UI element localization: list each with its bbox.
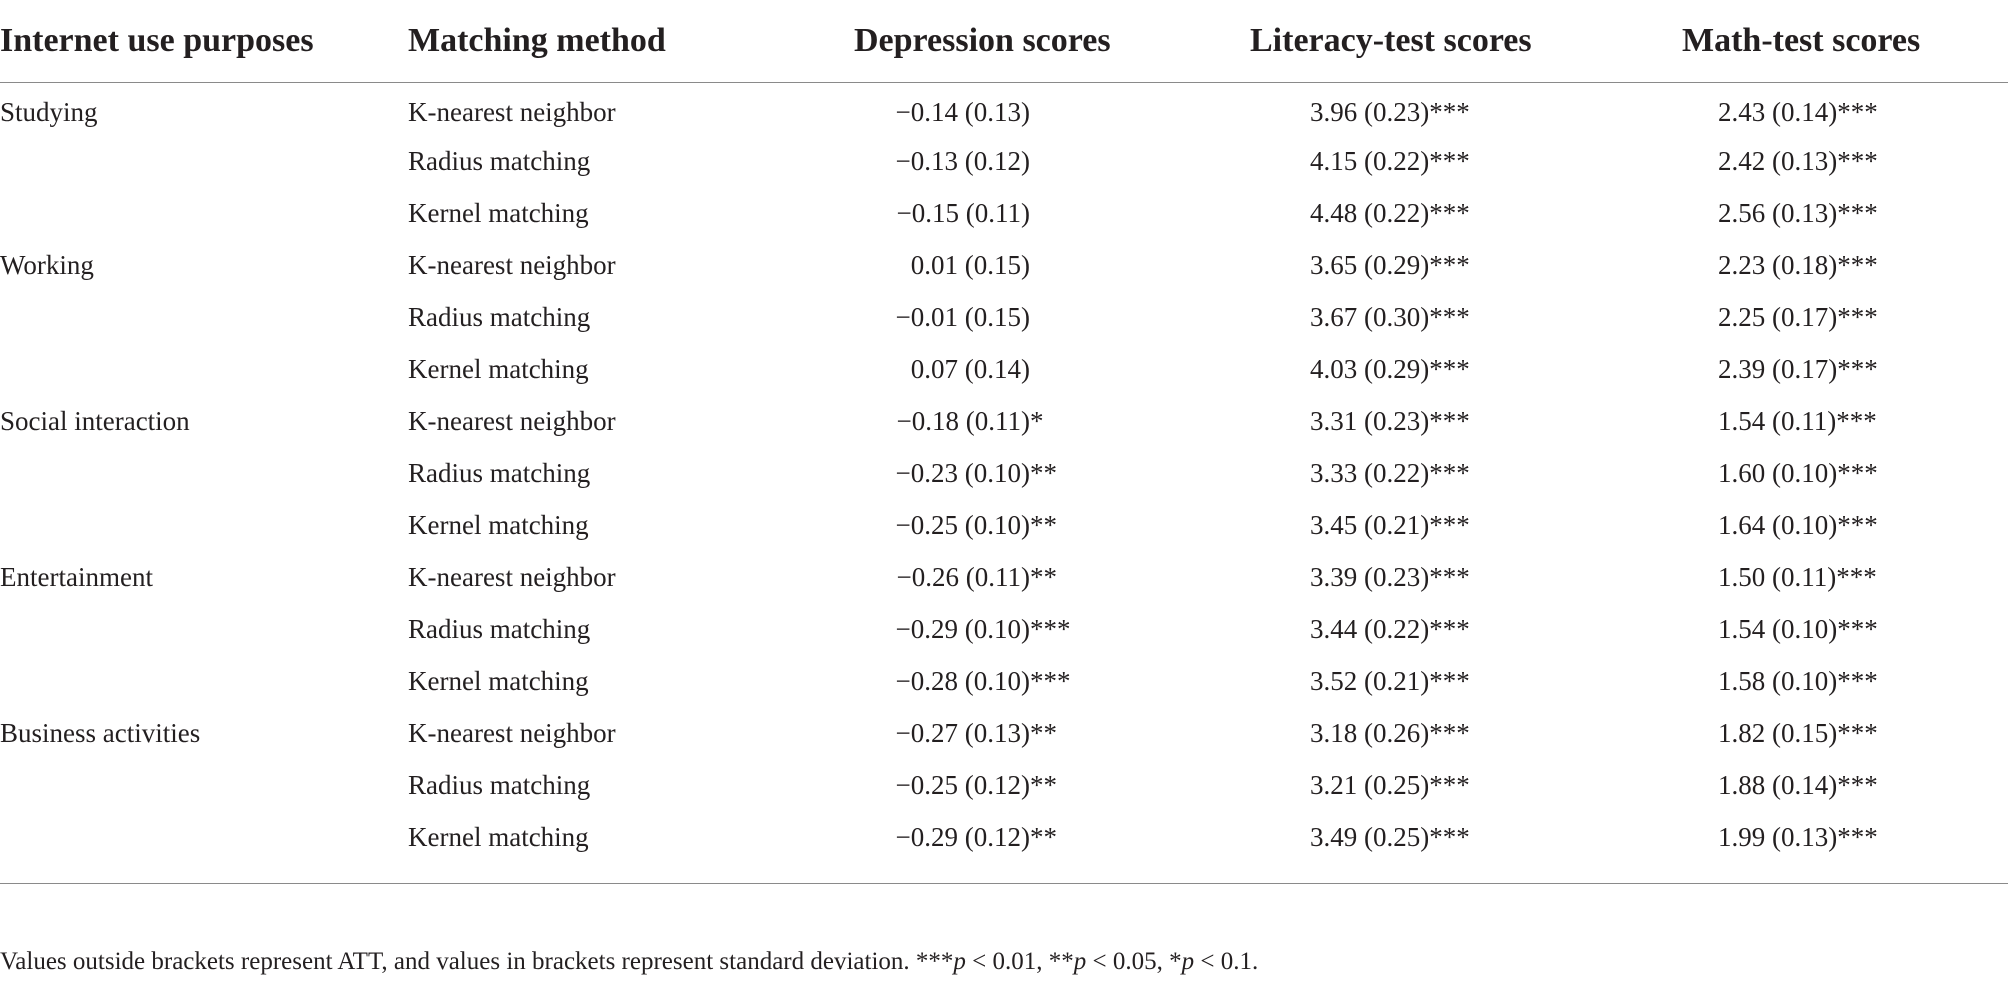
depression-significance: ** [1030,509,1057,540]
depression-significance: ** [1030,457,1057,488]
depression-significance: ** [1030,821,1057,852]
cell-depression-score [848,603,1248,655]
depression-value: −0.26 (0.11) [896,561,1030,592]
table-row [0,811,2008,884]
depression-significance: *** [1030,665,1071,696]
depression-value: −0.23 (0.10) [895,457,1030,488]
header-depression-scores: Depression scores [854,22,1111,59]
footnote-sig1-p: p [953,948,966,975]
footnote-sig3-p: p [1181,948,1195,975]
cell-literacy-score [1248,655,1668,707]
cell-math-score [1668,759,2008,811]
literacy-significance: *** [1429,145,1470,176]
table-row [0,83,2008,136]
depression-value: −0.29 (0.12) [895,821,1030,852]
cell-matching-method: K-nearest neighbor [408,405,616,436]
literacy-value: 3.21 (0.25) [1310,769,1430,800]
math-significance: *** [1837,249,1878,280]
table-row [0,603,2008,655]
cell-purpose: Entertainment [0,561,153,592]
math-value: 2.23 (0.18) [1718,249,1838,280]
cell-math-score [1668,187,2008,239]
cell-matching-method: Kernel matching [408,821,589,852]
literacy-value: 3.18 (0.26) [1310,717,1430,748]
table-header-row [0,0,2008,83]
literacy-value: 3.52 (0.21) [1310,665,1430,696]
literacy-significance: *** [1429,769,1470,800]
cell-literacy-score [1248,135,1668,187]
cell-purpose [0,187,408,239]
literacy-value: 3.39 (0.23) [1310,561,1430,592]
literacy-significance: *** [1429,301,1470,332]
header-literacy-test-scores: Literacy-test scores [1250,22,1532,59]
cell-matching-method: Radius matching [408,145,591,176]
cell-literacy-score [1248,187,1668,239]
footnote-sig2-stars: ** [1048,948,1074,975]
cell-math-score [1668,135,2008,187]
table-row [0,343,2008,395]
math-significance: *** [1837,509,1878,540]
cell-math-score [1668,343,2008,395]
cell-math-score [1668,551,2008,603]
cell-literacy-score [1248,291,1668,343]
cell-depression-score [848,239,1248,291]
depression-significance: * [1030,405,1044,436]
math-significance: *** [1837,717,1878,748]
footnote-sig3-rest: < 0.1. [1194,948,1259,975]
cell-purpose [0,135,408,187]
cell-matching-method: Radius matching [408,457,591,488]
cell-depression-score [848,447,1248,499]
math-value: 1.54 (0.11) [1718,405,1837,436]
math-value: 1.82 (0.15) [1718,717,1838,748]
header-internet-use-purposes: Internet use purposes [0,22,314,59]
depression-significance: ** [1030,717,1057,748]
table-row [0,707,2008,759]
cell-depression-score [848,343,1248,395]
table-row [0,395,2008,447]
footnote-sig3-stars: * [1169,948,1182,975]
literacy-significance: *** [1429,457,1470,488]
cell-math-score [1668,395,2008,447]
cell-matching-method: Kernel matching [408,197,589,228]
table-footnote [0,948,1258,976]
cell-depression-score [848,135,1248,187]
literacy-significance: *** [1429,405,1470,436]
cell-depression-score [848,395,1248,447]
literacy-significance: *** [1429,353,1470,384]
cell-depression-score [848,551,1248,603]
cell-math-score [1668,447,2008,499]
cell-depression-score [848,83,1248,136]
math-value: 1.50 (0.11) [1718,561,1837,592]
math-significance: *** [1837,821,1878,852]
footnote-sig1-stars: *** [915,948,954,975]
cell-matching-method: Radius matching [408,301,591,332]
cell-depression-score [848,759,1248,811]
cell-depression-score [848,707,1248,759]
literacy-value: 3.45 (0.21) [1310,509,1430,540]
literacy-significance: *** [1429,509,1470,540]
literacy-significance: *** [1429,561,1470,592]
cell-depression-score [848,291,1248,343]
table-body [0,83,2008,884]
table-row [0,759,2008,811]
header-matching-method: Matching method [408,22,666,59]
depression-value: −0.25 (0.10) [895,509,1030,540]
cell-math-score [1668,83,2008,136]
depression-value: 0.01 (0.15) [910,249,1030,280]
depression-significance: ** [1030,561,1057,592]
footnote-sig2-p: p [1073,948,1087,975]
cell-purpose [0,291,408,343]
cell-math-score [1668,603,2008,655]
cell-purpose [0,343,408,395]
math-significance: *** [1837,301,1878,332]
cell-matching-method: K-nearest neighbor [408,96,616,127]
math-significance: *** [1836,561,1877,592]
footnote-text: Values outside brackets represent ATT, and values in brackets represent standard deviation. [0,948,916,975]
cell-purpose: Studying [0,96,98,127]
math-significance: *** [1837,613,1878,644]
cell-depression-score [848,655,1248,707]
literacy-significance: *** [1429,197,1470,228]
table-row [0,447,2008,499]
math-significance: *** [1837,96,1878,127]
math-value: 2.56 (0.13) [1718,197,1838,228]
cell-purpose [0,603,408,655]
table-row [0,499,2008,551]
cell-literacy-score [1248,83,1668,136]
literacy-significance: *** [1429,665,1470,696]
literacy-significance: *** [1429,821,1470,852]
cell-matching-method: K-nearest neighbor [408,249,616,280]
depression-value: −0.18 (0.11) [896,405,1030,436]
literacy-value: 4.48 (0.22) [1310,197,1430,228]
cell-purpose [0,447,408,499]
cell-purpose [0,655,408,707]
cell-literacy-score [1248,707,1668,759]
literacy-value: 3.33 (0.22) [1310,457,1430,488]
depression-value: −0.13 (0.12) [895,145,1030,176]
depression-value: −0.29 (0.10) [895,613,1030,644]
footnote-sig2-rest: < 0.05, [1086,948,1170,975]
math-value: 1.99 (0.13) [1718,821,1838,852]
table-row [0,187,2008,239]
depression-value: −0.27 (0.13) [895,717,1030,748]
math-value: 1.60 (0.10) [1718,457,1838,488]
cell-purpose: Business activities [0,717,201,748]
cell-matching-method: K-nearest neighbor [408,717,616,748]
cell-matching-method: Kernel matching [408,353,589,384]
cell-matching-method: Radius matching [408,613,591,644]
cell-depression-score [848,499,1248,551]
cell-purpose [0,759,408,811]
literacy-value: 4.15 (0.22) [1310,145,1430,176]
literacy-value: 3.96 (0.23) [1310,96,1430,127]
math-value: 1.54 (0.10) [1718,613,1838,644]
cell-literacy-score [1248,239,1668,291]
math-value: 1.88 (0.14) [1718,769,1838,800]
literacy-value: 3.49 (0.25) [1310,821,1430,852]
cell-matching-method: Kernel matching [408,509,589,540]
cell-math-score [1668,239,2008,291]
table-row [0,655,2008,707]
depression-value: 0.07 (0.14) [910,353,1030,384]
cell-math-score [1668,655,2008,707]
cell-math-score [1668,291,2008,343]
cell-math-score [1668,811,2008,884]
cell-matching-method: Kernel matching [408,665,589,696]
cell-math-score [1668,707,2008,759]
literacy-significance: *** [1429,717,1470,748]
depression-value: −0.15 (0.11) [896,197,1030,228]
literacy-value: 4.03 (0.29) [1310,353,1430,384]
math-value: 1.64 (0.10) [1718,509,1838,540]
cell-math-score [1668,499,2008,551]
literacy-value: 3.65 (0.29) [1310,249,1430,280]
literacy-value: 3.67 (0.30) [1310,301,1430,332]
cell-literacy-score [1248,759,1668,811]
math-significance: *** [1837,145,1878,176]
depression-value: −0.25 (0.12) [895,769,1030,800]
math-value: 2.43 (0.14) [1718,96,1838,127]
cell-purpose: Social interaction [0,405,190,436]
cell-literacy-score [1248,447,1668,499]
cell-literacy-score [1248,343,1668,395]
cell-depression-score [848,811,1248,884]
literacy-significance: *** [1429,613,1470,644]
cell-literacy-score [1248,603,1668,655]
header-math-test-scores: Math-test scores [1682,22,1921,59]
depression-significance: *** [1030,613,1071,644]
table-row [0,291,2008,343]
table-row [0,135,2008,187]
math-significance: *** [1837,353,1878,384]
literacy-significance: *** [1429,96,1470,127]
math-significance: *** [1837,457,1878,488]
cell-purpose: Working [0,249,94,280]
cell-depression-score [848,187,1248,239]
cell-literacy-score [1248,499,1668,551]
cell-literacy-score [1248,811,1668,884]
literacy-value: 3.31 (0.23) [1310,405,1430,436]
cell-purpose [0,811,408,884]
depression-value: −0.14 (0.13) [895,96,1030,127]
cell-matching-method: Radius matching [408,769,591,800]
depression-significance: ** [1030,769,1057,800]
math-significance: *** [1837,769,1878,800]
math-significance: *** [1837,665,1878,696]
cell-literacy-score [1248,395,1668,447]
table-row [0,551,2008,603]
math-value: 1.58 (0.10) [1718,665,1838,696]
cell-literacy-score [1248,551,1668,603]
depression-value: −0.01 (0.15) [895,301,1030,332]
math-significance: *** [1836,405,1877,436]
math-significance: *** [1837,197,1878,228]
cell-matching-method: K-nearest neighbor [408,561,616,592]
footnote-sig1-rest: < 0.01, [965,948,1049,975]
cell-purpose [0,499,408,551]
math-value: 2.25 (0.17) [1718,301,1838,332]
literacy-significance: *** [1429,249,1470,280]
math-value: 2.42 (0.13) [1718,145,1838,176]
literacy-value: 3.44 (0.22) [1310,613,1430,644]
table-row [0,239,2008,291]
depression-value: −0.28 (0.10) [895,665,1030,696]
math-value: 2.39 (0.17) [1718,353,1838,384]
